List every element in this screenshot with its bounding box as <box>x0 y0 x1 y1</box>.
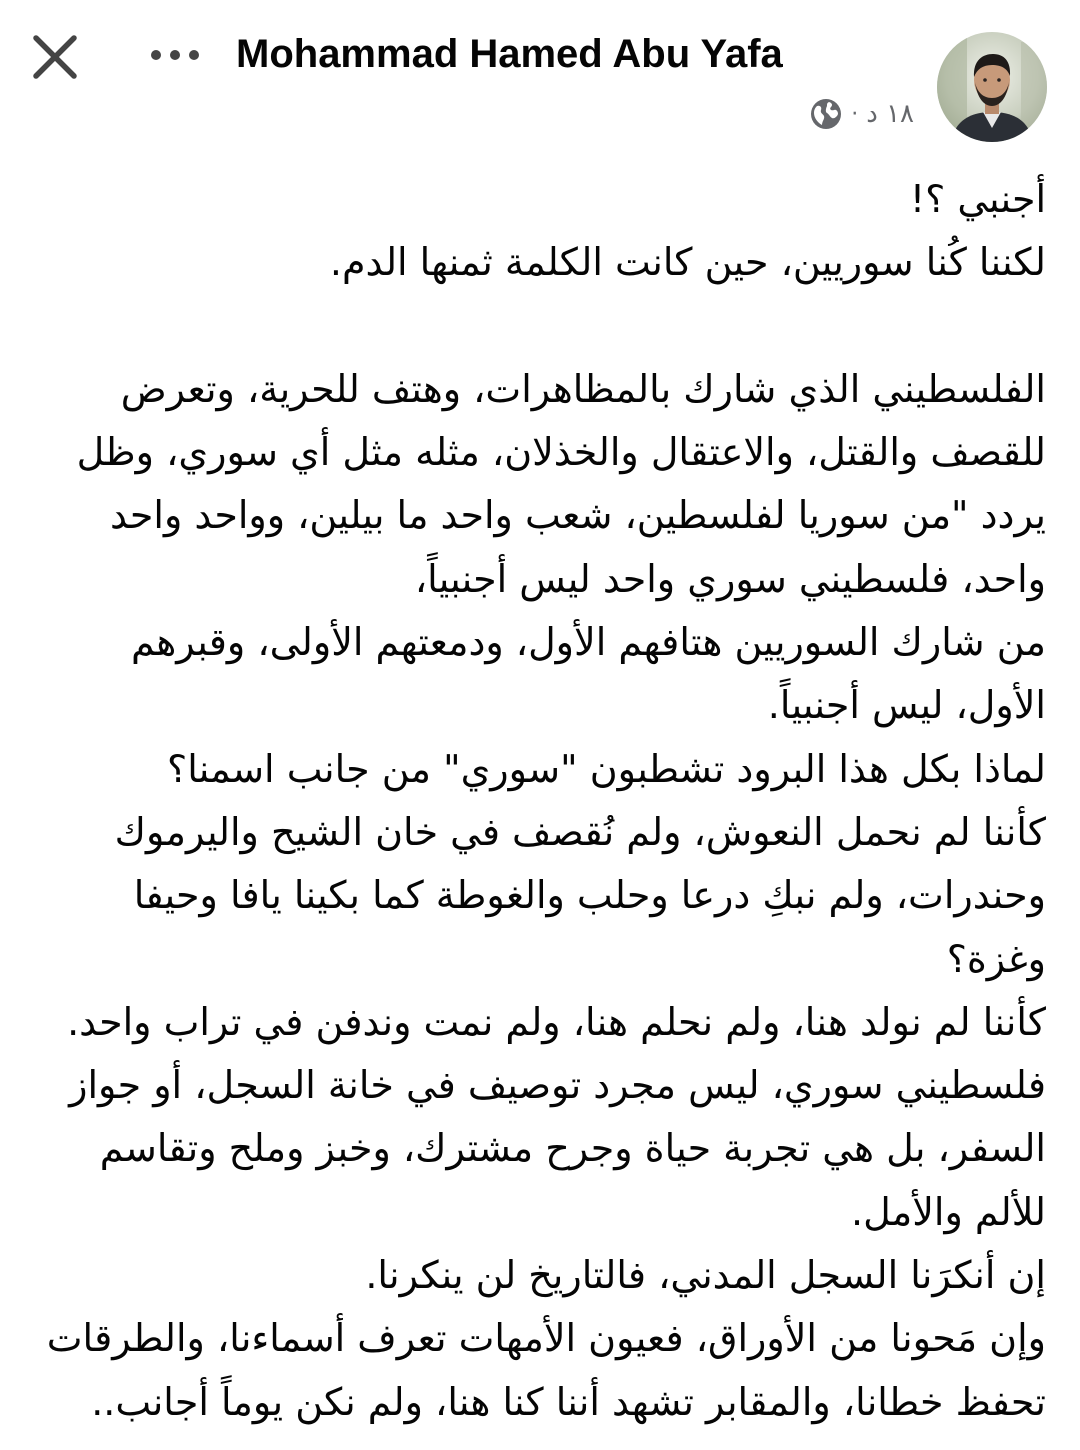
more-horizontal-icon <box>146 38 208 72</box>
post-text <box>30 168 1046 1434</box>
post-paragraph: الفلسطيني الذي شارك بالمظاهرات، وهتف للحرية، وتعرض للقصف والقتل، والاعتقال والخذلان، مثله مثل أي سوري، وظل يردد "من سوريا لفلسطين، شعب واحد ما بيلين، وواحد واحد واحد، فلسطيني سوري واحد ليس أجنبياً، <box>76 366 1046 601</box>
more-options-button[interactable] <box>146 38 208 72</box>
close-button[interactable] <box>26 28 84 86</box>
globe-icon <box>809 97 843 131</box>
post-paragraph: لماذا بكل هذا البرود تشطبون "سوري" من جانب اسمنا؟ <box>167 746 1046 791</box>
post-paragraph: أجنبي ؟! <box>909 177 1046 221</box>
meta-separator: · <box>851 101 859 127</box>
post-paragraph: من شارك السوريين هتافهم الأول، ودمعتهم الأولى، وقبرهم الأول، ليس أجنبياً. <box>130 620 1046 728</box>
post-paragraph: فلسطيني سوري، ليس مجرد توصيف في خانة السجل، أو جواز السفر، بل هي تجربة حياة وجرح مشترك، وخبز وملح وتقاسم للألم والأمل. <box>69 1063 1046 1234</box>
post-paragraph: إن أنكرَنا السجل المدني، فالتاريخ لن ينكرنا. <box>365 1253 1046 1298</box>
post-paragraph: كأننا لم نحمل النعوش، ولم نُقصف في خان الشيح واليرموك وحندرات، ولم نبكِ درعا وحلب والغوطة كما بكينا يافا وحيفا وغزة؟ <box>114 809 1046 981</box>
profile-photo <box>937 32 1047 142</box>
post-header <box>0 0 1080 160</box>
post-timestamp[interactable]: ١٨ د <box>866 99 914 129</box>
author-name[interactable]: Mohammad Hamed Abu Yafa <box>236 32 783 76</box>
post-paragraph: وإن مَحونا من الأوراق، فعيون الأمهات تعرف أسماءنا، والطرقات تحفظ خطانا، والمقابر تشهد أننا كنا هنا، ولم نكن يوماً أجانب.. <box>46 1316 1046 1424</box>
post-meta <box>809 92 914 136</box>
post-paragraph: كأننا لم نولد هنا، ولم نحلم هنا، ولم نمت وندفن في تراب واحد. <box>67 999 1046 1044</box>
post-paragraph: لكننا كُنا سوريين، حين كانت الكلمة ثمنها الدم. <box>329 240 1046 285</box>
avatar[interactable] <box>937 32 1047 142</box>
close-icon <box>26 28 84 86</box>
post-paragraph-blank <box>30 295 1046 358</box>
